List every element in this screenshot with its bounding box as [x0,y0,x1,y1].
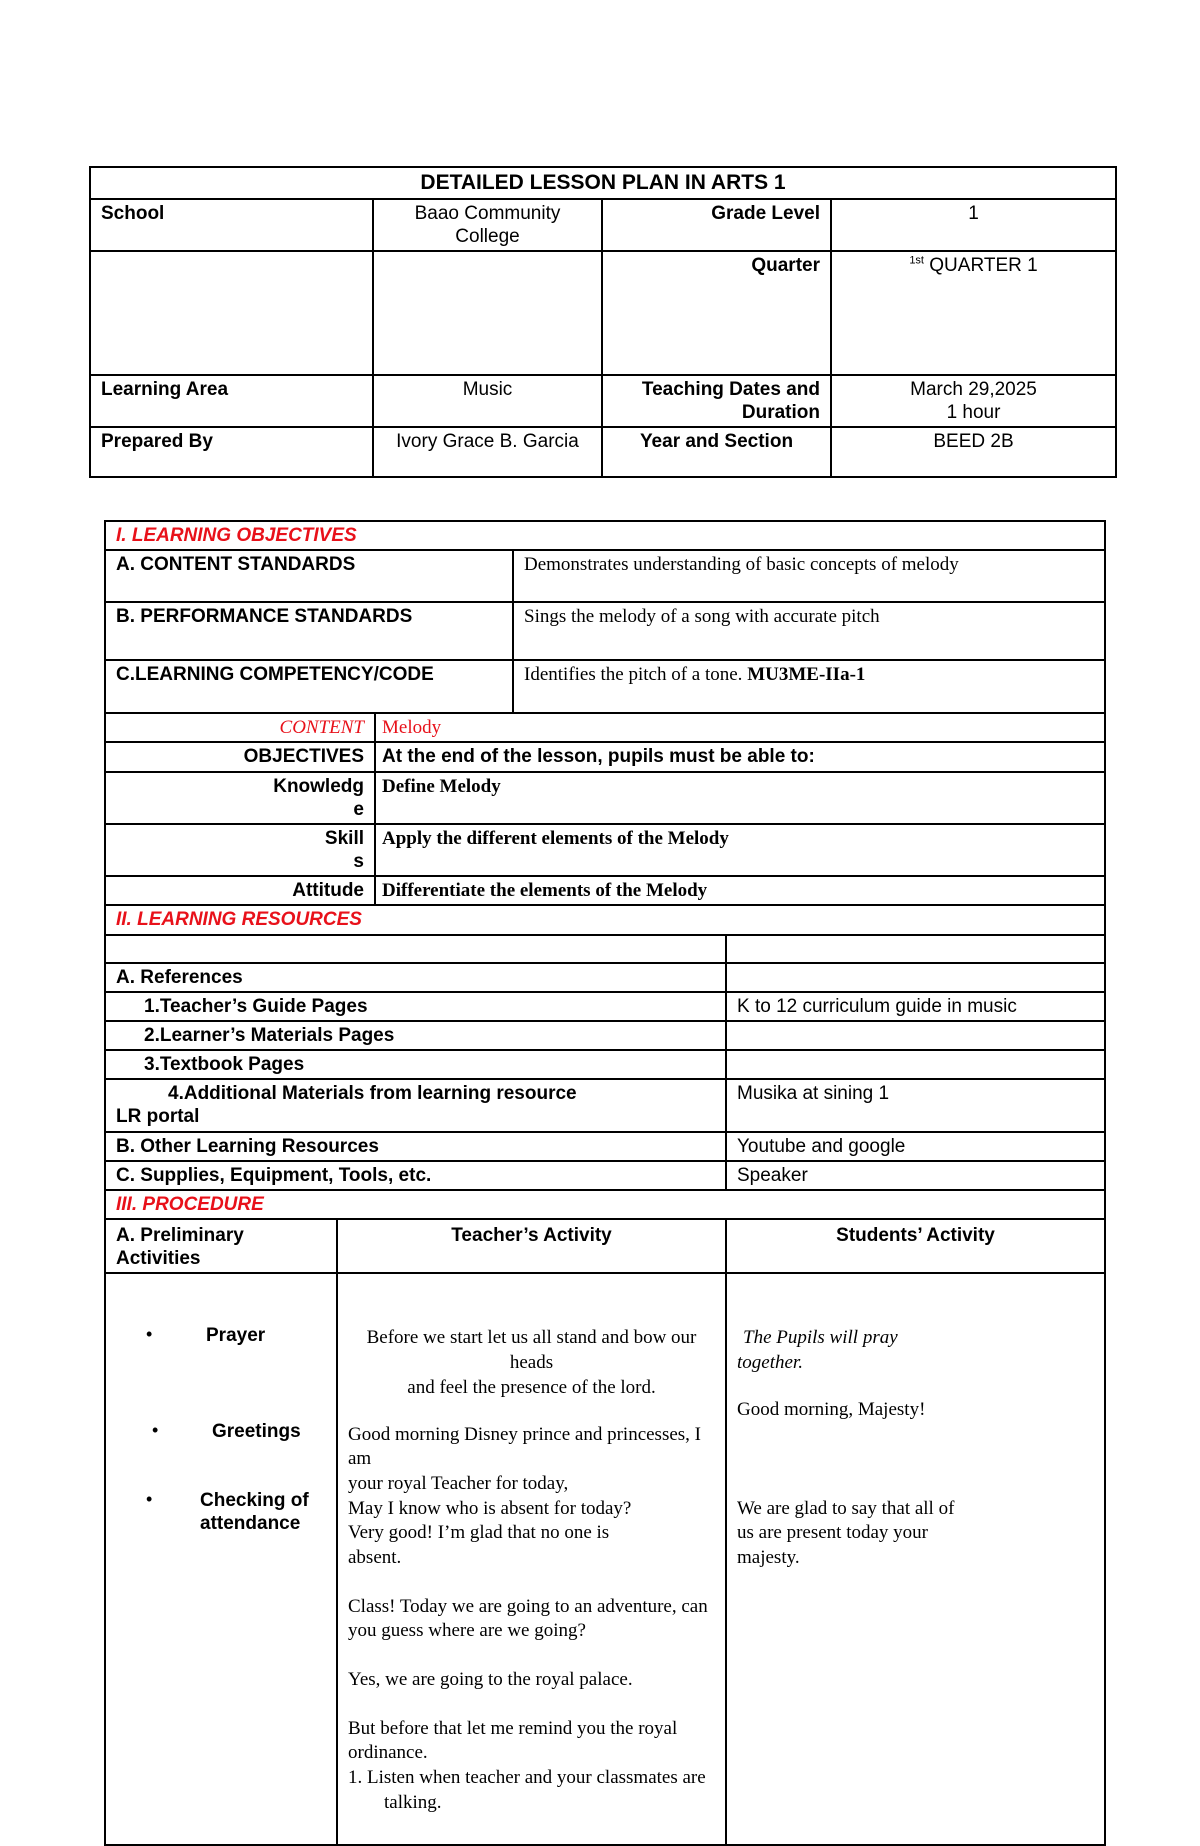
learning-competency-value: Identifies the pitch of a tone. MU3ME-IIa-1 [513,660,1105,713]
students-activity-cell: The Pupils will pray together. Good morning, Majesty! We are glad to say that all of us are present today your majesty. [726,1273,1105,1845]
teachers-guide-label: 1.Teacher’s Guide Pages [105,992,726,1021]
procedure-heading: III. PROCEDURE [105,1190,1105,1219]
teaching-dates-value: March 29,2025 1 hour [831,375,1116,427]
school-label: School [90,199,373,251]
learning-area-label: Learning Area [90,375,373,427]
performance-standards-value: Sings the melody of a song with accurate pitch [513,602,1105,660]
supplies-value: Speaker [726,1161,1105,1190]
objectives-label: OBJECTIVES [105,742,375,771]
other-resources-label: B. Other Learning Resources [105,1132,726,1161]
empty-cell [726,963,1105,992]
prepared-by-label: Prepared By [90,427,373,477]
quarter-label: Quarter [602,251,831,375]
empty-cell [105,935,726,963]
header-table [89,166,1117,478]
supplies-label: C. Supplies, Equipment, Tools, etc. [105,1161,726,1190]
empty-cell [726,1050,1105,1079]
school-value: Baao Community College [373,199,602,251]
textbook-label: 3.Textbook Pages [105,1050,726,1079]
references-label: A. References [105,963,726,992]
additional-materials-value: Musika at sining 1 [726,1079,1105,1131]
preliminary-activities-header: A. Preliminary Activities [105,1219,337,1273]
procedure-item-greetings: • Greetings [152,1419,301,1442]
objectives-value: At the end of the lesson, pupils must be able to: [375,742,1105,771]
students-activity-header: Students’ Activity [726,1219,1105,1273]
teachers-activity-cell: Before we start let us all stand and bow our heads and feel the presence of the lord. Good morning Disney prince and princesses, I am your royal Teacher for today, May I know who is absent for today? Very good! I’m glad that no one is absent. Class! Today we are going to an adventure, can you guess where are we going? Yes, we are going to the royal palace. But before that let me remind you the royal ordinance. 1. Listen when teacher and your classmates are talking. [337,1273,726,1845]
knowledge-label: Knowledg e [105,772,375,824]
quarter-value: $^{1st}$ QUARTER 1 [831,251,1116,375]
year-section-label: Year and Section [602,427,831,477]
resources-heading: II. LEARNING RESOURCES [105,905,1105,934]
teaching-dates-label: Teaching Dates and Duration [602,375,831,427]
empty-cell [90,251,373,375]
attitude-value: Differentiate the elements of the Melody [375,876,1105,905]
content-standards-value: Demonstrates understanding of basic concepts of melody [513,550,1105,602]
grade-label: Grade Level [602,199,831,251]
year-section-value: BEED 2B [831,427,1116,477]
teachers-guide-value: K to 12 curriculum guide in music [726,992,1105,1021]
content-standards-label: A. CONTENT STANDARDS [105,550,513,602]
main-table [104,520,1106,1846]
content-value: Melody [375,713,1105,742]
grade-value: 1 [831,199,1116,251]
objectives-heading: I. LEARNING OBJECTIVES [105,521,1105,550]
additional-materials-label: 4.Additional Materials from learning resource LR portal [105,1079,726,1131]
learning-competency-label: C.LEARNING COMPETENCY/CODE [105,660,513,713]
other-resources-value: Youtube and google [726,1132,1105,1161]
learning-area-value: Music [373,375,602,427]
procedure-item-attendance: • Checking of attendance [146,1488,309,1534]
preliminary-activities-cell [105,1273,337,1845]
empty-cell [373,251,602,375]
teachers-activity-header: Teacher’s Activity [337,1219,726,1273]
lesson-plan-title: DETAILED LESSON PLAN IN ARTS 1 [90,167,1116,199]
procedure-item-prayer: • Prayer [146,1324,266,1347]
knowledge-value: Define Melody [375,772,1105,824]
skills-label: Skill s [105,824,375,876]
empty-cell [726,935,1105,963]
prepared-by-value: Ivory Grace B. Garcia [373,427,602,477]
empty-cell [726,1021,1105,1050]
content-label: CONTENT [105,713,375,742]
skills-value: Apply the different elements of the Melody [375,824,1105,876]
performance-standards-label: B. PERFORMANCE STANDARDS [105,602,513,660]
attitude-label: Attitude [105,876,375,905]
learners-materials-label: 2.Learner’s Materials Pages [105,1021,726,1050]
